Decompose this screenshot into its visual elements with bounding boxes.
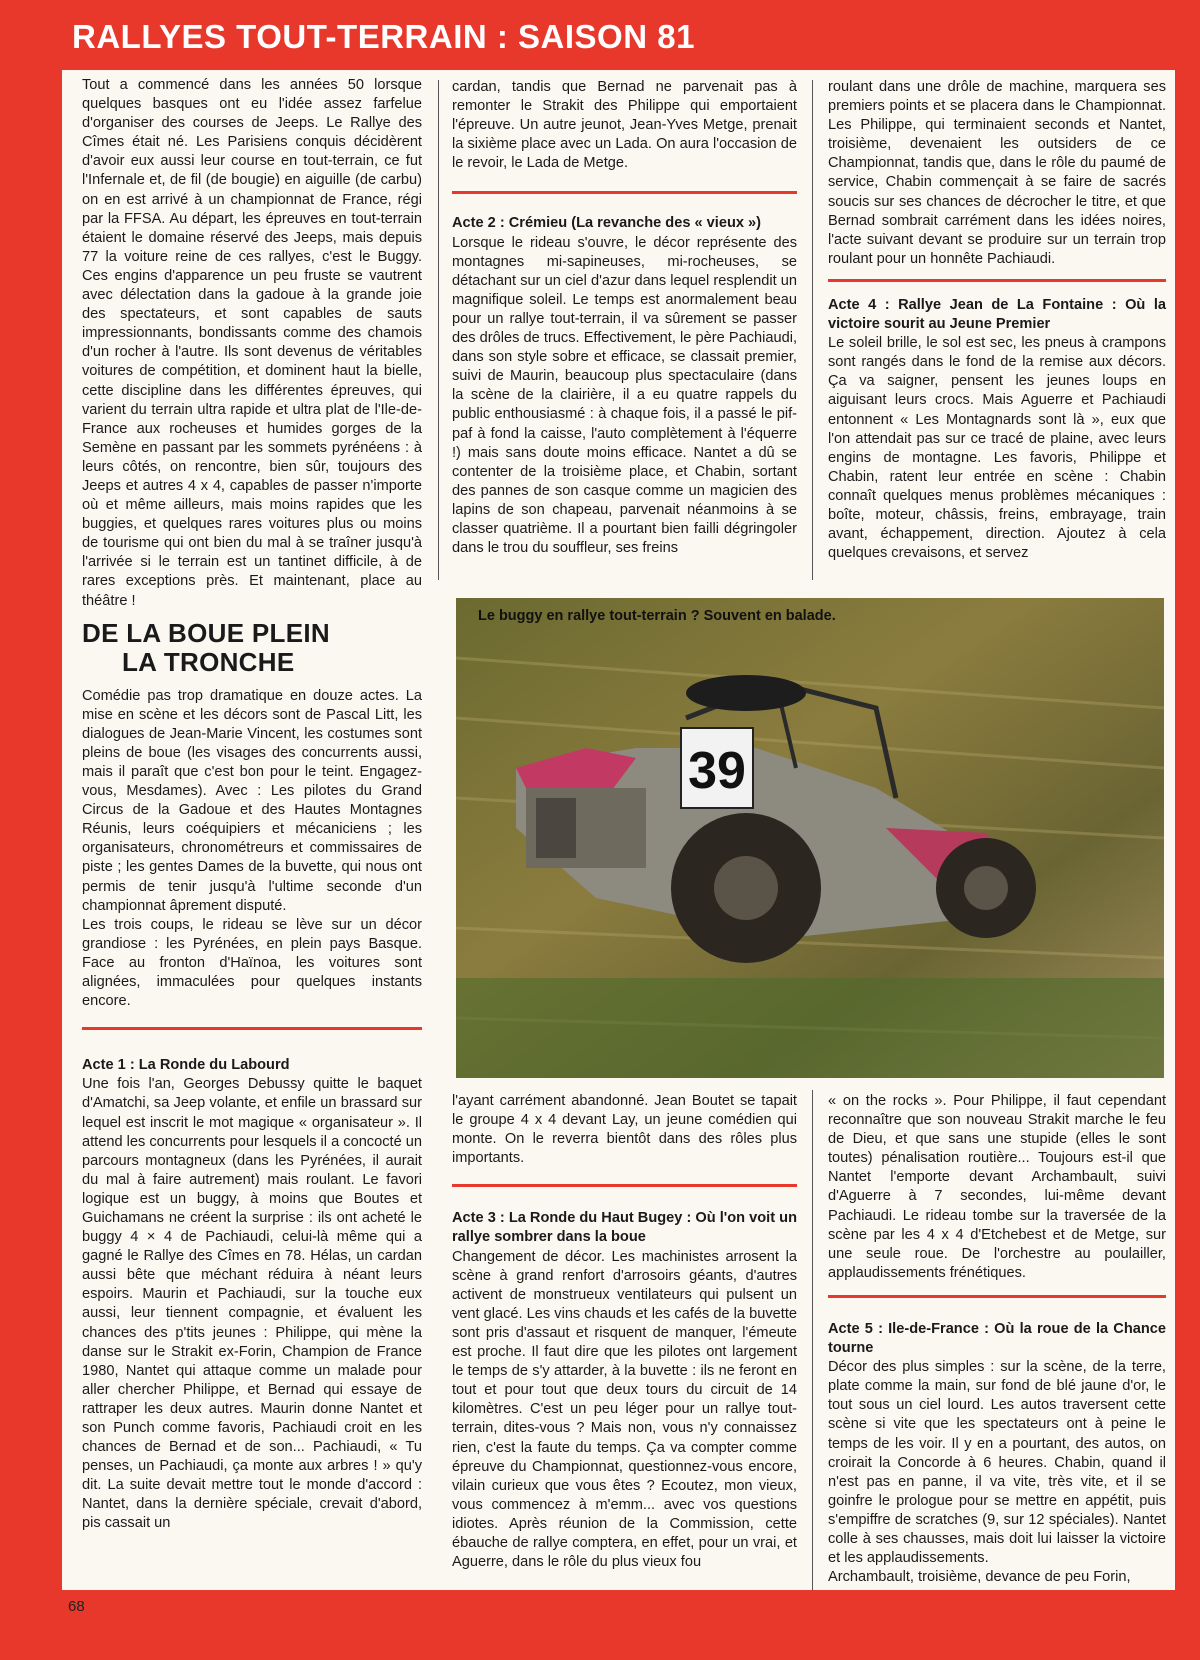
act2-title: Acte 2 : Crémieu (La revanche des « vieux »)	[452, 215, 762, 232]
act4-title: Acte 4 : Rallye Jean de La Fontaine : Où la victoire sourit au Jeune Premier	[828, 296, 1166, 333]
paragraph: Comédie pas trop dramatique en douze actes. La mise en scène et les décors sont de Pascal Litt, les dialogues de Jean-Marie Vincent, les costumes sont pleins de boue (les visages des concurrents aussi, mais il paraît que c'est bon pour le teint. Engagez-vous, Mesdames). Avec : Les pilotes du Grand Circus de la Gadoue et des Hautes Montagnes Réunis, leurs coéquipiers et mécaniciens ; les organisateurs, chronométreurs et commissaires de piste ; les gentes Dames de la buvette, qui nous ont permis de tenir jusqu'à l'ultime seconde d'un championnat âprement disputé.	[82, 687, 422, 914]
act4-text: Le soleil brille, le sol est sec, les pneus à crampons sont rangés dans le fond de la remise aux décors. Ça va saigner, pensent les jeunes loups en aiguisant leurs crocs. Mais Aguerre et Pachiaudi entonnent « Les Montagnards sont là », eux que l'on attendait pas sur ce tracé de plaine, avec leurs engins de montagne. Les favoris, Philippe et Chabin, ratent leur entrée en scène : Chabin connaît quelques menus problèmes mécaniques : boîte, moteur, châssis, freins, embrayage, train avant, échappement, direction. Ajoutez à cela quelques crevaisons, et servez	[828, 335, 1166, 562]
page-title: RALLYES TOUT-TERRAIN : SAISON 81	[72, 18, 695, 55]
section-heading-line2: LA TRONCHE	[122, 646, 295, 677]
act3-title: Acte 3 : La Ronde du Haut Bugey : Où l'on voit un rallye sombrer dans la boue	[452, 1210, 797, 1246]
buggy-illustration	[456, 598, 1164, 1078]
buggy-photo	[456, 598, 1164, 1078]
paragraph: l'ayant carrément abandonné. Jean Boutet se tapait le groupe 4 x 4 devant Lay, un jeune comédien qui monte. On le reverra bientôt dans des rôles plus importants.	[452, 1093, 797, 1167]
act5-text-continued: Archambault, troisième, devance de peu Forin,	[828, 1569, 1131, 1586]
act2-text: Lorsque le rideau s'ouvre, le décor représente des montagnes mi-sapineuses, mi-rocheuses, se détachant sur un ciel d'azur dans lequel resplendit un magnifique soleil. Le temps est anormalement beau pour un rallye tout-terrain, il va sûrement se passer des drôles de trucs. Effectivement, le père Pachiaudi, dans son style sobre et efficace, se classait premier, suivi de Maurin, beaucoup plus spectaculaire (dans la scène de la clairière, il a eu quatre rappels du public enthousiasmé : à chaque fois, il a passé le pif-paf à fond la caisse, l'auto complètement à l'équerre !) mais sans doute moins efficace. Nantet a dû se contenter de la troisième place, et Chabin, sortant des pannes de son casque comme un magicien des lapins de son chapeau, parvenait néanmoins à se classer quatrième. Il a pourtant bien failli dégringoler dans le trou du souffleur, ses freins	[452, 234, 797, 557]
page-number: 68	[68, 1598, 85, 1615]
act5-title: Acte 5 : Ile-de-France : Où la roue de la Chance tourne	[828, 1320, 1166, 1357]
paragraph: cardan, tandis que Bernad ne parvenait pas à remonter le Strakit des Philippe qui emportaient l'épreuve. Un autre jeunot, Jean-Yves Metge, prenait la sixième place avec un Lada. On aura l'occasion de le revoir, le Lada de Metge.	[452, 79, 797, 172]
column-divider	[812, 80, 813, 580]
divider	[82, 1027, 422, 1030]
column-divider	[812, 1090, 813, 1590]
column-3-bottom	[828, 1092, 1166, 1587]
photo-caption: Le buggy en rallye tout-terrain ? Souvent en balade.	[478, 608, 836, 624]
column-3-top	[828, 78, 1166, 563]
act1-text: Une fois l'an, Georges Debussy quitte le baquet d'Amatchi, sa Jeep volante, et enfile un brassard sur lequel est inscrit le mot magique « organisateur ». Il attend les concurrents pour lesquels il a concocté un parcours montagneux (dans les Pyrénées, il aurait du mal à faire autrement) mais roulant. Le favori logique est un buggy, à moins que Boutes et Guichamans ne créent la surprise : ils ont acheté le buggy 4 × 4 de Pachiaudi, celui-là même qui a gagné le Rallye des Cîmes en 78. Hélas, un cardan aussi bête que méchant réduira à néant leurs espoirs. Maurin et Pachiaudi, sur la touche eux aussi, leur tiennent compagnie, et évaluent les chances des p'tits jeunes : Philippe, qui mène la danse sur le Strakit ex-Forin, Champion de France 1980, Nantet qui attaque comme un malade pour aller chercher Philippe, et Bernad qui essaye de rattraper les deux autres. Maurin donne Nantet et son Punch comme favoris, Pachiaudi croit en les chances de Bernad et de son... Pachiaudi, « Tu penses, un Pachiaudi, ça monte aux arbres ! » qu'y dit. La suite devait mettre tout le monde d'accord : Nantet, dans la dernière spéciale, crevait d'abord, pis cassait un	[82, 1076, 422, 1532]
section-heading	[82, 619, 422, 677]
column-1	[82, 76, 422, 1534]
paragraph: Les trois coups, le rideau se lève sur un décor grandiose : les Pyrénées, en plein pays Basque. Face au fronton d'Haïnoa, les voitures sont alignées, immaculées pour quelques instants encore.	[82, 916, 422, 1010]
divider	[828, 279, 1166, 282]
divider	[452, 1184, 797, 1187]
act3-text: Changement de décor. Les machinistes arrosent la scène à grand renfort d'arrosoirs géants, d'autres activent de monstrueux ventilateurs qui pulsent un vent glacé. Les vins chauds et les cafés de la buvette sont pris d'assaut et risquent de manquer, l'émeute est proche. Il faut dire que les pilotes ont largement le temps de s'y attarder, à la buvette : ils ne feront en tout et pour tout que deux tours du circuit de 14 kilomètres. C'est un peu léger pour un rallye tout-terrain, dites-vous ? Mais non, vous n'y connaissez rien, c'est la faute du temps. Ça va compter comme épreuve du Championnat, questionnez-vous encore, vilain curieux que vous êtes ? Ecoutez, mon vieux, vous commencez à m'emm... avec vos questions idiotes. Après réunion de la Commission, cette ébauche de rallye comptera, en effet, pour un vrai, et Aguerre, dans le rôle du plus vieux fou	[452, 1248, 797, 1571]
column-divider	[438, 80, 439, 580]
column-2-top	[452, 78, 797, 558]
divider	[828, 1295, 1166, 1298]
intro-paragraph: Tout a commencé dans les années 50 lorsque quelques basques ont eu l'idée assez farfelue d'organiser des courses de Jeeps. Le Rallye des Cîmes était né. Les Parisiens conquis décidèrent d'avoir eux aussi leur course en tout-terrain, ce fut l'Infernale et, de fil (de bougie) en aiguille (de carbu) on en est arrivé à un championnat de France, régi par la FFSA. Au départ, les épreuves en tout-terrain étaient le domaine réservé des Jeeps, mais depuis 77 la voiture reine de ces rallyes, c'est le Buggy. Ces engins d'apparence un peu fruste se vautrent avec délectation dans la gadoue à la grande joie des spectateurs, et sont capables de sauts impressionnants, bondissants comme des chamois d'un rocher à l'autre. Ils sont devenus de véritables voitures de compétition, et dominent haut la bielle, cette discipline dans les différentes épreuves, qui varient du terrain ultra rapide et ultra plat de l'Ile-de-France aux rocheuses et humides gorges de la Semène en passant par les sommets pyrénéens : à leurs côtés, on rencontre, bien sûr, toujours des Jeeps et autres 4 x 4, capables de passer n'importe où et même ailleurs, mais moins rapides que les buggies, et quelques rares voitures plus ou moins de tourisme qui ont bien du mal à se traîner jusqu'à l'arrivée si le terrain est un tantinet difficile, à de rares exceptions près. Et maintenant, place au théâtre !	[82, 77, 422, 609]
column-2-bottom	[452, 1092, 797, 1572]
divider	[452, 191, 797, 194]
race-number: 39	[688, 742, 746, 800]
act5-text: Décor des plus simples : sur la scène, de la terre, plate comme la main, sur fond de blé jaune d'or, le tout sous un ciel lourd. Les autos traversent cette scène si vite que les spectateurs ont à peine le temps de les voir. Il y en a pourtant, des autos, on croirait la Concorde à 6 heures. Chabin, quand il n'est pas en panne, il va vite, très vite, et il se goinfre le prologue pour se mettre en appétit, puis s'empiffre de scratches (9, sur 12 spéciales). Nantet colle à ses chausses, mais doit lui laisser la victoire et les applaudissements.	[828, 1359, 1166, 1567]
paragraph: roulant dans une drôle de machine, marquera ses premiers points et se placera dans le Championnat. Les Philippe, qui terminaient seconds et Nantet, troisième, devenaient les outsiders de ce Championnat, tandis que, dans le rôle du paumé de service, Chabin commençait à se faire de sacrés soucis sur ses chances de décrocher le titre, et que Bernad sombrait carrément dans les idées noires, l'acte suivant devant se produire sur un terrain trop roulant pour un honnête Pachiaudi.	[828, 79, 1166, 267]
section-heading-line1: DE LA BOUE PLEIN	[82, 617, 330, 648]
paragraph: « on the rocks ». Pour Philippe, il faut cependant reconnaître que son nouveau Strakit marche le feu de Dieu, et que sans une stupide (elles le sont toutes) pénalisation routière... Toujours est-il que Nantet l'emporte devant Archambault, suivi d'Aguerre à 7 secondes, lui-même devant Pachiaudi. Le rideau tombe sur la traversée de la scène par les 4 x 4 d'Etchebest et de Metge, sur une seule roue. De l'orchestre au poulailler, applaudissements frénétiques.	[828, 1093, 1166, 1281]
act1-title: Acte 1 : La Ronde du Labourd	[82, 1057, 290, 1074]
